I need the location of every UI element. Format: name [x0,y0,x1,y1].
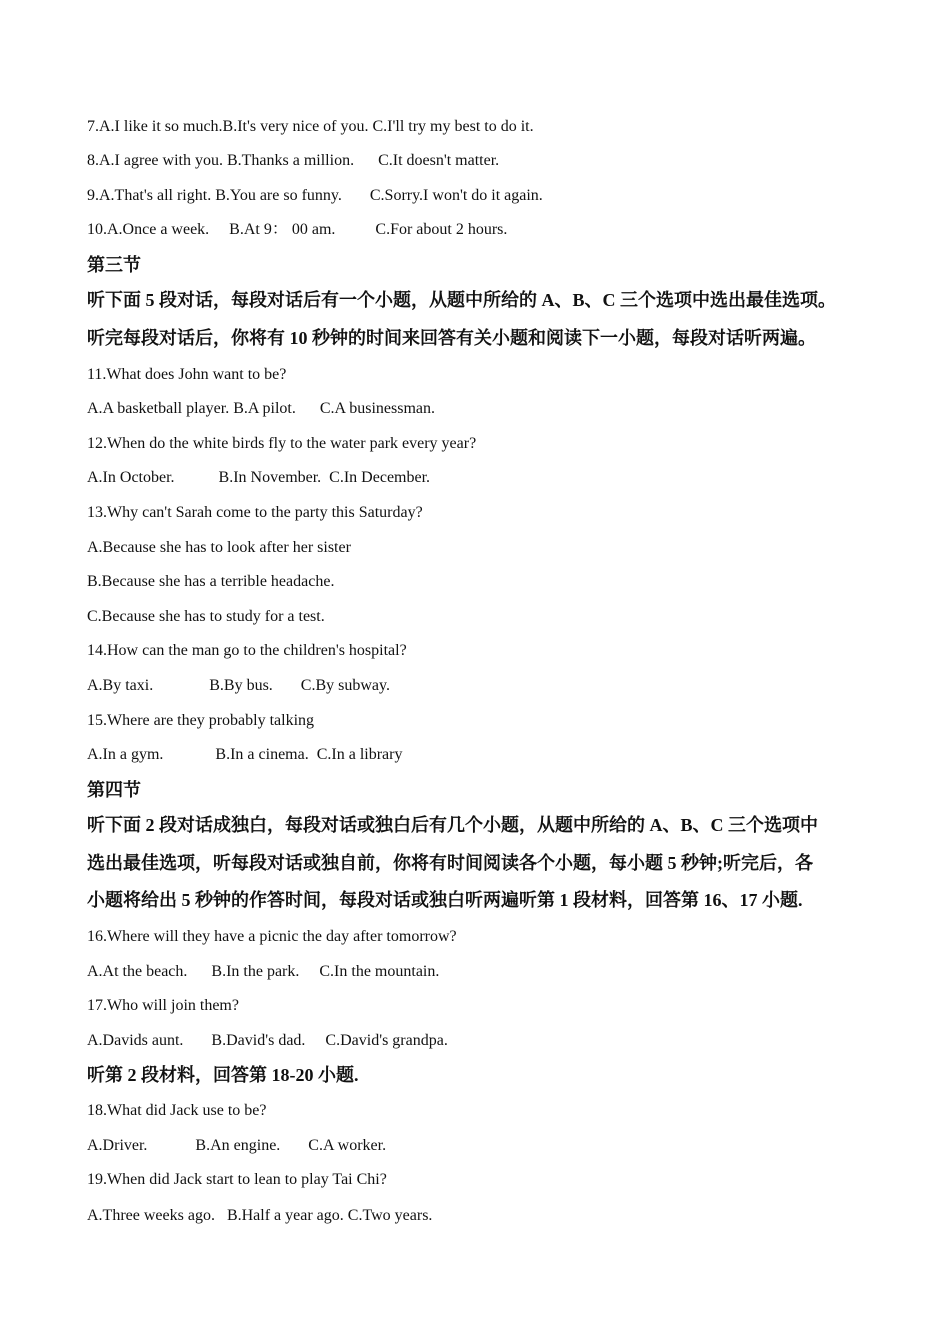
question-18-options: A.Driver. B.An engine. C.A worker. [87,1137,387,1154]
question-13-option-a: A.Because she has to look after her sister [87,539,351,556]
question-8-options: 8.A.I agree with you. B.Thanks a million. C.It doesn't matter. [87,152,500,169]
question-14-options: A.By taxi. B.By bus. C.By subway. [87,677,390,694]
question-17: 17.Who will join them? [87,997,239,1014]
question-7-options: 7.A.I like it so much.B.It's very nice of you. C.I'll try my best to do it. [87,118,534,135]
question-11: 11.What does John want to be? [87,366,287,383]
question-15-options: A.In a gym. B.In a cinema. C.In a library [87,746,403,763]
section-4-heading: 第四节 [87,780,141,800]
question-18: 18.What did Jack use to be? [87,1102,267,1119]
section-4-instructions-line3: 小题将给出 5 秒钟的作答时间，每段对话或独白听两遍听第 1 段材料，回答第 16、17 小题. [87,890,803,910]
question-13: 13.Why can't Sarah come to the party this Saturday? [87,504,423,521]
section-4-instructions-line1: 听下面 2 段对话成独白，每段对话或独白后有几个小题，从题中所给的 A、B、C 三个选项中 [87,815,818,835]
question-13-option-c: C.Because she has to study for a test. [87,608,325,625]
section-3-heading: 第三节 [87,255,141,275]
material-2-instruction: 听第 2 段材料，回答第 18-20 小题. [87,1065,359,1085]
section-4-instructions-line2: 选出最佳选项，听每段对话或独自前，你将有时间阅读各个小题，每小题 5 秒钟;听完后，各 [87,853,813,873]
question-13-option-b: B.Because she has a terrible headache. [87,573,335,590]
question-14: 14.How can the man go to the children's hospital? [87,642,407,659]
question-19-options: A.Three weeks ago. B.Half a year ago. C.Two years. [87,1207,433,1224]
question-19: 19.When did Jack start to lean to play Tai Chi? [87,1171,387,1188]
question-10-options: 10.A.Once a week. B.At 9： 00 am. C.For about 2 hours. [87,221,508,238]
section-3-instructions-line1: 听下面 5 段对话，每段对话后有一个小题，从题中所给的 A、B、C 三个选项中选出最佳选项。 [87,290,836,310]
question-15: 15.Where are they probably talking [87,712,315,729]
question-9-options: 9.A.That's all right. B.You are so funny. C.Sorry.I won't do it again. [87,187,543,204]
question-16-options: A.At the beach. B.In the park. C.In the mountain. [87,963,440,980]
section-3-instructions-line2: 听完每段对话后，你将有 10 秒钟的时间来回答有关小题和阅读下一小题，每段对话听两遍。 [87,328,816,348]
question-11-options: A.A basketball player. B.A pilot. C.A businessman. [87,400,435,417]
question-17-options: A.Davids aunt. B.David's dad. C.David's grandpa. [87,1032,448,1049]
question-12: 12.When do the white birds fly to the water park every year? [87,435,477,452]
question-16: 16.Where will they have a picnic the day after tomorrow? [87,928,457,945]
question-12-options: A.In October. B.In November. C.In December. [87,469,431,486]
